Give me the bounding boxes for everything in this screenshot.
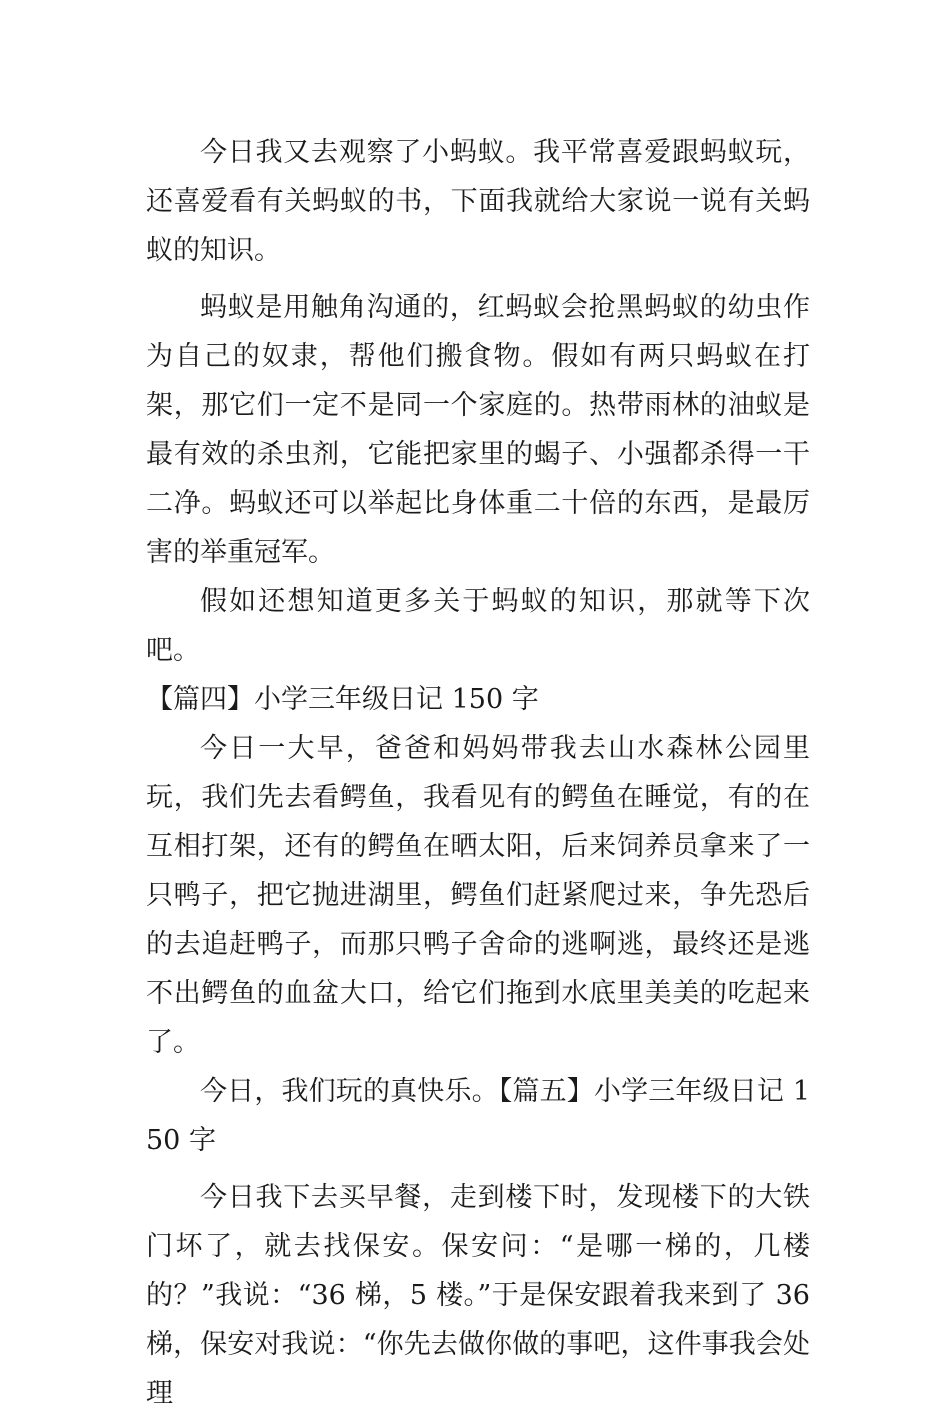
section-heading-part-four: 【篇四】小学三年级日记 150 字 bbox=[146, 684, 539, 715]
document-body bbox=[146, 128, 810, 1418]
paragraph-ant-closing: 假如还想知道更多关于蚂蚁的知识，那就等下次吧。 bbox=[146, 586, 810, 666]
paragraph-ant-observation: 今日我又去观察了小蚂蚁。我平常喜爱跟蚂蚁玩，还喜爱看有关蚂蚁的书，下面我就给大家说一说有关蚂蚁的知识。 bbox=[146, 137, 810, 266]
paragraph-happy-day: 今日，我们玩的真快乐。【篇五】小学三年级日记 150 字 bbox=[146, 1076, 810, 1156]
paragraph-crocodile-park: 今日一大早，爸爸和妈妈带我去山水森林公园里玩，我们先去看鳄鱼，我看见有的鳄鱼在睡觉，有的在互相打架，还有的鳄鱼在晒太阳，后来饲养员拿来了一只鸭子，把它抛进湖里，鳄鱼们赶紧爬过来，争先恐后的去追赶鸭子，而那只鸭子舍命的逃啊逃，最终还是逃不出鳄鱼的血盆大口，给它们拖到水底里美美的吃起来了。 bbox=[146, 733, 810, 1058]
paragraph-broken-gate: 今日我下去买早餐，走到楼下时，发现楼下的大铁门坏了，就去找保安。保安问：“是哪一梯的，几楼的？”我说：“36 梯，5 楼。”于是保安跟着我来到了 36 梯，保安对我说：“你先去做你做的事吧，这件事我会处理 bbox=[146, 1182, 810, 1409]
paragraph-ant-facts: 蚂蚁是用触角沟通的，红蚂蚁会抢黑蚂蚁的幼虫作为自己的奴隶，帮他们搬食物。假如有两只蚂蚁在打架，那它们一定不是同一个家庭的。热带雨林的油蚁是最有效的杀虫剂，它能把家里的蝎子、小强都杀得一干二净。蚂蚁还可以举起比身体重二十倍的东西，是最厉害的举重冠军。 bbox=[146, 292, 810, 568]
